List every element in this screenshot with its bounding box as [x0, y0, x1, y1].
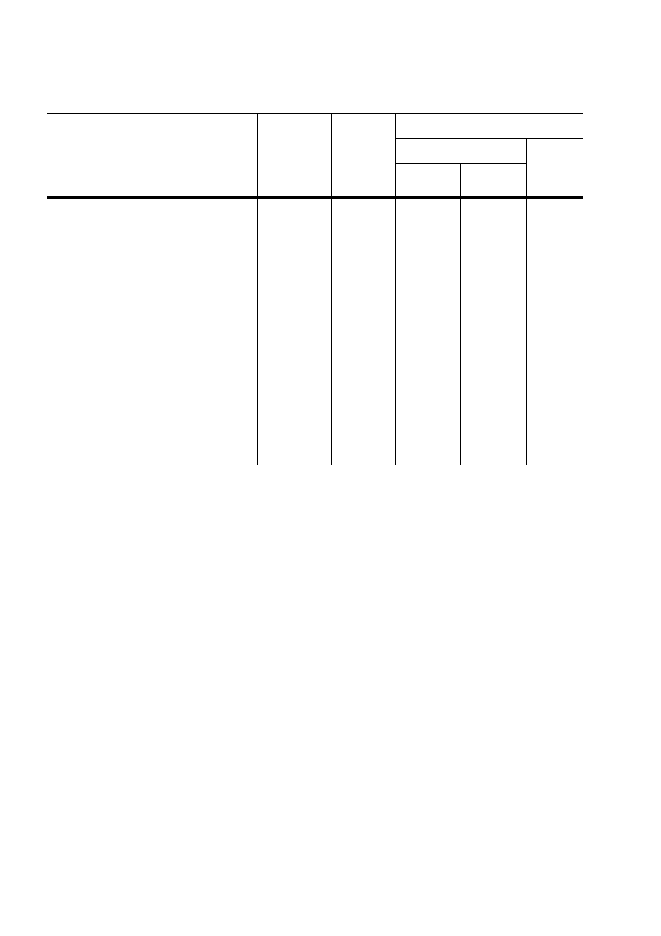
- col-rule-4: [460, 163, 461, 465]
- table-row-10-name: [47, 383, 255, 396]
- header-bottom-rule: [47, 196, 583, 199]
- table-row-7-name: [47, 307, 255, 320]
- table-row-9-name: [47, 355, 255, 368]
- table-row-5-name: [47, 230, 255, 243]
- table-row-4-name: [47, 202, 255, 215]
- col-rule-3: [395, 113, 396, 465]
- table-row-8-name: [47, 327, 255, 340]
- inspection-table: [47, 113, 583, 465]
- rule-under-tests: [395, 138, 583, 139]
- col-rule-1: [257, 113, 258, 465]
- col-rule-5: [526, 138, 527, 465]
- table-top-rule: [47, 113, 583, 114]
- table-row-6-name: [47, 249, 255, 262]
- table-row-12-name: [47, 439, 255, 452]
- table-row-11-name: [47, 411, 255, 424]
- col-rule-2: [331, 113, 332, 465]
